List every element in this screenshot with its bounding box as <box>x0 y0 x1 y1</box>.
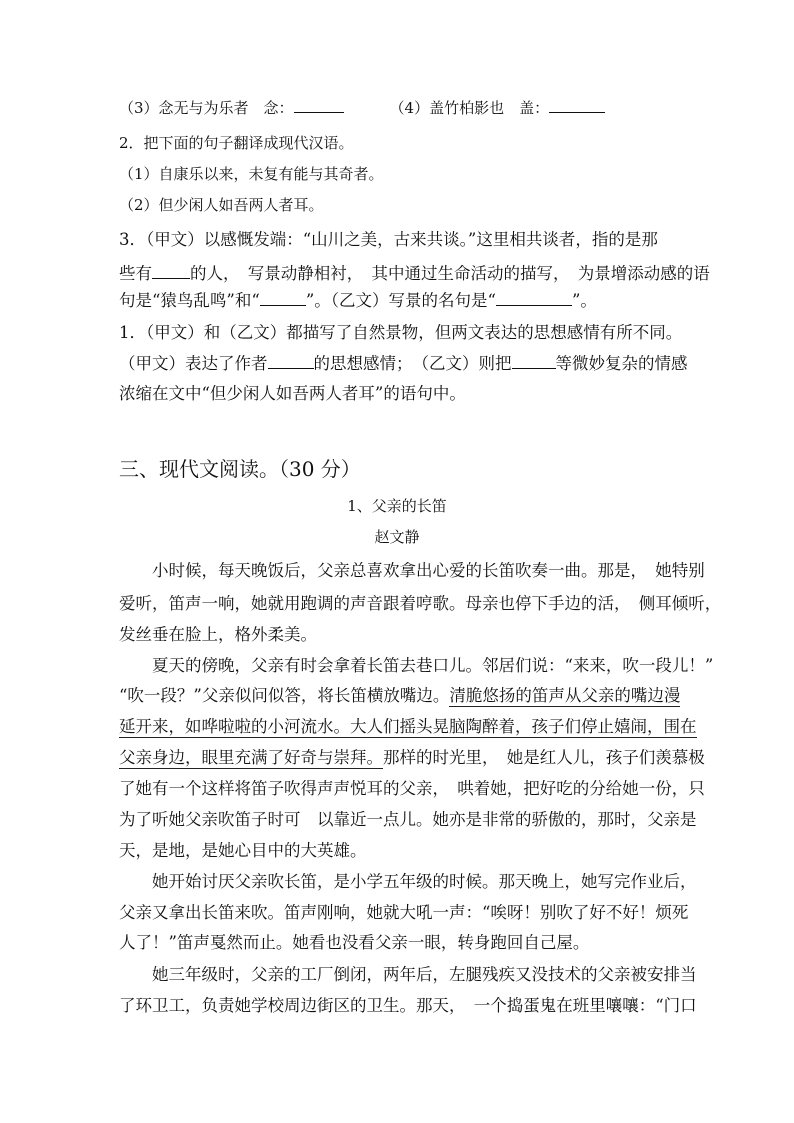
article-title: 1、父亲的长笛 <box>347 497 447 515</box>
underlined-text: 父亲身边，眼里充满了好奇与崇拜。 <box>119 748 383 767</box>
paragraph-1-line: 小时候，每天晚饭后，父亲总喜欢拿出心爱的长笛吹奏一曲。那是， 她特别 <box>119 561 705 580</box>
item-3-text: （3）念无与为乐者 念： <box>119 99 294 117</box>
question-item-3-4 <box>119 98 605 118</box>
question-2-sentence-2: （2）但少闲人如吾两人者耳。 <box>119 196 324 214</box>
paragraph-2-line: 为了听她父亲吹笛子时可 以靠近一点儿。她亦是非常的骄傲的，那时，父亲是 <box>119 810 697 829</box>
paragraph-2-line: 了她有一个这样将笛子吹得声声悦耳的父亲， 哄着她，把好吃的分给她一份，只 <box>119 779 705 798</box>
article-author: 赵文静 <box>374 528 420 546</box>
paragraph-1-line: 爱听，笛声一响，她就用跑调的声音跟着哼歌。母亲也停下手边的活， 侧耳倾听， <box>119 594 722 613</box>
item-4-text: （4）盖竹柏影也 盖： <box>389 99 550 117</box>
answer-blank[interactable] <box>260 291 306 306</box>
question-4-line-1: 1．（甲文）和（乙文）都描写了自然景物，但两文表达的思想感情有所不同。 <box>119 323 683 342</box>
paragraph-4-line: 了环卫工，负责她学校周边街区的卫生。那天， 一个捣蛋鬼在班里嚷嚷：“门口 <box>119 996 697 1015</box>
paragraph-1-line: 发丝垂在脸上，格外柔美。 <box>119 625 317 644</box>
question-3-line-1: 3．（甲文）以感慨发端：“山川之美，古来共谈。”这里相共谈者，指的是那 <box>119 230 658 249</box>
paragraph-4-line: 她三年级时，父亲的工厂倒闭，两年后，左腿残疾又没技术的父亲被安排当 <box>119 965 697 984</box>
underlined-text: 延开来，如哗啦啦的小河流水。大人们摇头晃脑陶醉着，孩子们停止嬉闹，围在 <box>119 717 697 736</box>
paragraph-3-line: 人了！”笛声戛然而止。她看也没看父亲一眼，转身跑回自己屋。 <box>119 933 590 952</box>
paragraph-3-line: 父亲又拿出长笛来吹。笛声刚响，她就大吼一声：“唉呀！别吹了好不好！烦死 <box>119 903 689 922</box>
paragraph-2-line: 天，是地，是她心目中的大英雄。 <box>119 841 367 860</box>
paragraph-3-line: 她开始讨厌父亲吹长笛，是小学五年级的时候。那天晚上，她写完作业后， <box>119 872 697 891</box>
answer-blank[interactable] <box>268 354 314 369</box>
section-3-heading: 三、现代文阅读。（30 分） <box>119 457 361 481</box>
paragraph-2-line: 父亲身边，眼里充满了好奇与崇拜。那样的时光里， 她是红人儿，孩子们羡慕极 <box>119 748 705 767</box>
question-4-line-3: 浓缩在文中“但少闲人如吾两人者耳”的语句中。 <box>119 384 466 403</box>
question-4-line-2: （甲文）表达了作者 的思想感情； （乙文）则把 等微妙复杂的情感 <box>119 354 688 373</box>
answer-blank[interactable] <box>152 264 190 279</box>
question-3-line-3: 句是“猿鸟乱鸣”和“ ”。（乙文）写景的名句是“ ”。 <box>119 291 597 310</box>
answer-blank[interactable] <box>549 98 605 113</box>
question-3-line-2: 些有 的人， 写景动静相衬， 其中通过生命活动的描写， 为景增添动感的语 <box>119 264 710 283</box>
answer-blank[interactable] <box>512 354 556 369</box>
paragraph-2-line: “吹一段？”父亲似问似答，将长笛横放嘴边。清脆悠扬的笛声从父亲的嘴边漫 <box>119 686 681 705</box>
answer-blank[interactable] <box>496 291 572 306</box>
question-2-sentence-1: （1）自康乐以来，未复有能与其奇者。 <box>119 165 384 183</box>
underlined-text: 清脆悠扬的笛声从父亲的嘴边漫 <box>449 686 681 705</box>
paragraph-2-line: 夏天的傍晚，父亲有时会拿着长笛去巷口儿。邻居们说：“来来，吹一段儿！” <box>119 656 714 675</box>
answer-blank[interactable] <box>294 98 344 113</box>
question-2-title: 2．把下面的句子翻译成现代汉语。 <box>119 134 354 152</box>
paragraph-2-line <box>119 716 697 738</box>
